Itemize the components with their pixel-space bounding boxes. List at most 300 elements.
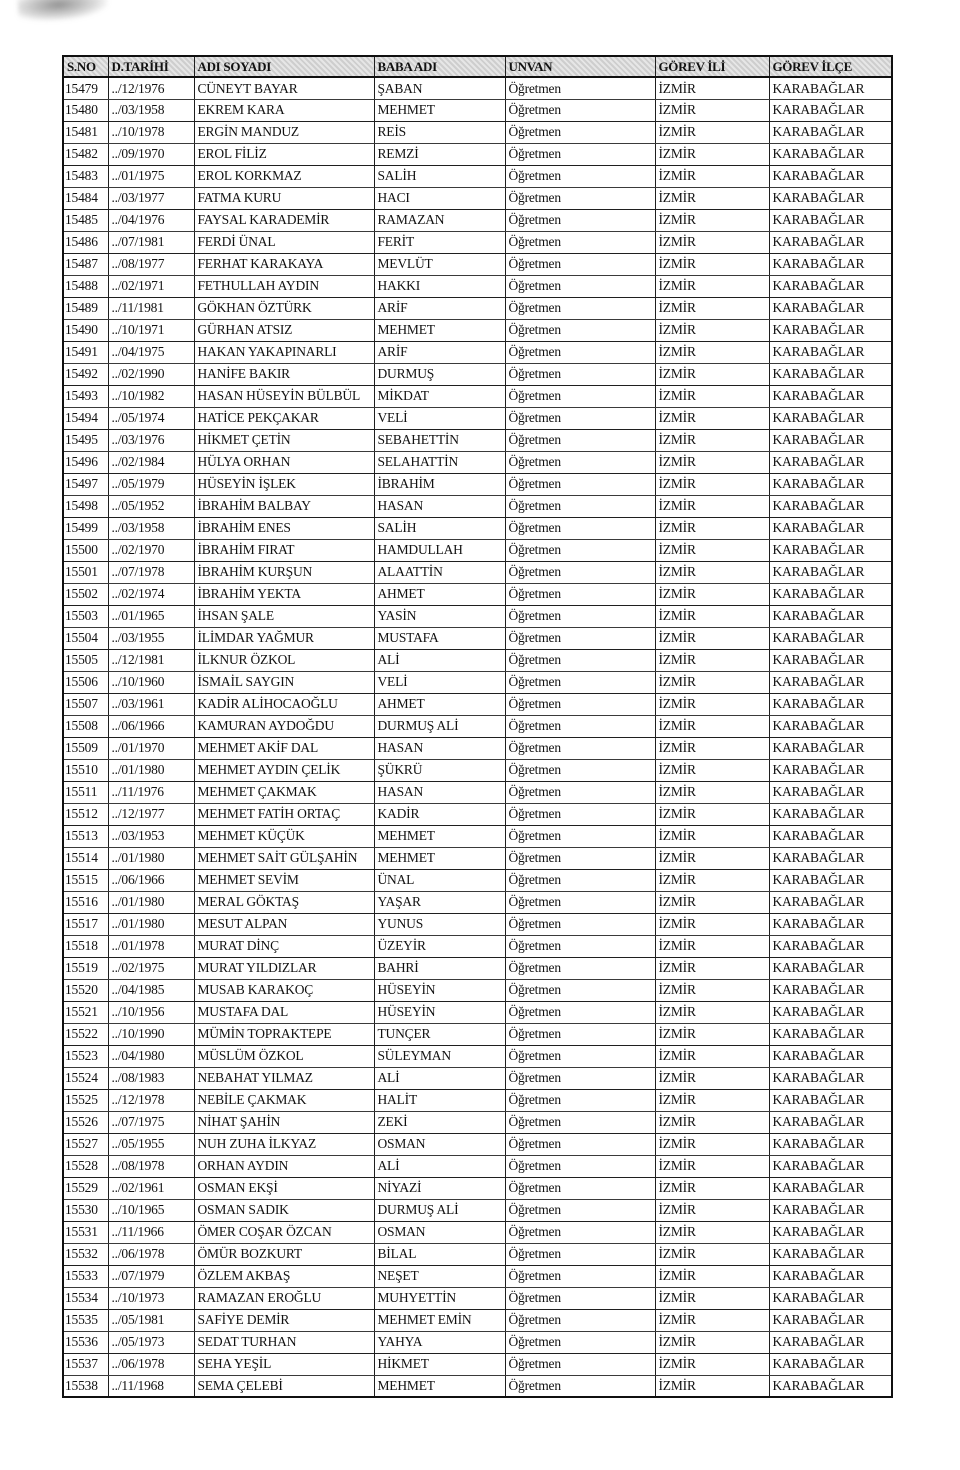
cell-s-no: 15538: [63, 1375, 108, 1397]
cell-gorev-ilce: KARABAĞLAR: [769, 1199, 892, 1221]
cell-s-no: 15519: [63, 957, 108, 979]
cell-s-no: 15532: [63, 1243, 108, 1265]
table-row: [63, 583, 892, 605]
cell-d-tarihi: ../09/1970: [108, 143, 194, 165]
cell-d-tarihi: ../01/1978: [108, 935, 194, 957]
table-row: [63, 1331, 892, 1353]
table-header-row: [63, 56, 892, 77]
table-row: [63, 495, 892, 517]
cell-d-tarihi: ../05/1974: [108, 407, 194, 429]
cell-baba-adi: OSMAN: [374, 1133, 505, 1155]
cell-unvan: Öğretmen: [505, 1023, 655, 1045]
cell-baba-adi: REMZİ: [374, 143, 505, 165]
cell-gorev-ili: İZMİR: [655, 781, 769, 803]
cell-unvan: Öğretmen: [505, 1375, 655, 1397]
cell-gorev-ilce: KARABAĞLAR: [769, 1265, 892, 1287]
cell-gorev-ili: İZMİR: [655, 1155, 769, 1177]
cell-unvan: Öğretmen: [505, 1001, 655, 1023]
cell-baba-adi: MEHMET: [374, 99, 505, 121]
cell-s-no: 15518: [63, 935, 108, 957]
cell-gorev-ili: İZMİR: [655, 275, 769, 297]
cell-gorev-ilce: KARABAĞLAR: [769, 231, 892, 253]
cell-d-tarihi: ../10/1978: [108, 121, 194, 143]
cell-adi-soyadi: CÜNEYT BAYAR: [194, 77, 374, 99]
cell-s-no: 15534: [63, 1287, 108, 1309]
personnel-table: [62, 55, 893, 1398]
cell-adi-soyadi: SEHA YEŞİL: [194, 1353, 374, 1375]
cell-d-tarihi: ../10/1965: [108, 1199, 194, 1221]
table-row: [63, 429, 892, 451]
cell-s-no: 15521: [63, 1001, 108, 1023]
table-row: [63, 891, 892, 913]
cell-gorev-ilce: KARABAĞLAR: [769, 979, 892, 1001]
cell-gorev-ili: İZMİR: [655, 979, 769, 1001]
col-header-d-tarihi: D.TARİHİ: [108, 56, 194, 77]
cell-s-no: 15516: [63, 891, 108, 913]
table-row: [63, 715, 892, 737]
cell-gorev-ilce: KARABAĞLAR: [769, 473, 892, 495]
cell-s-no: 15495: [63, 429, 108, 451]
cell-baba-adi: İBRAHİM: [374, 473, 505, 495]
cell-gorev-ili: İZMİR: [655, 165, 769, 187]
cell-d-tarihi: ../05/1979: [108, 473, 194, 495]
cell-gorev-ilce: KARABAĞLAR: [769, 715, 892, 737]
cell-gorev-ilce: KARABAĞLAR: [769, 1353, 892, 1375]
cell-unvan: Öğretmen: [505, 1287, 655, 1309]
cell-unvan: Öğretmen: [505, 297, 655, 319]
cell-d-tarihi: ../10/1971: [108, 319, 194, 341]
cell-adi-soyadi: MEHMET SEVİM: [194, 869, 374, 891]
cell-gorev-ilce: KARABAĞLAR: [769, 1331, 892, 1353]
cell-baba-adi: DURMUŞ ALİ: [374, 1199, 505, 1221]
cell-gorev-ilce: KARABAĞLAR: [769, 495, 892, 517]
table-row: [63, 1155, 892, 1177]
cell-d-tarihi: ../01/1970: [108, 737, 194, 759]
cell-d-tarihi: ../08/1977: [108, 253, 194, 275]
cell-unvan: Öğretmen: [505, 1067, 655, 1089]
cell-gorev-ili: İZMİR: [655, 825, 769, 847]
cell-adi-soyadi: HASAN HÜSEYİN BÜLBÜL: [194, 385, 374, 407]
cell-gorev-ilce: KARABAĞLAR: [769, 781, 892, 803]
table-row: [63, 1265, 892, 1287]
cell-baba-adi: SALİH: [374, 517, 505, 539]
cell-adi-soyadi: MURAT DİNÇ: [194, 935, 374, 957]
cell-adi-soyadi: GÜRHAN ATSIZ: [194, 319, 374, 341]
cell-gorev-ilce: KARABAĞLAR: [769, 1309, 892, 1331]
cell-s-no: 15533: [63, 1265, 108, 1287]
cell-s-no: 15500: [63, 539, 108, 561]
cell-baba-adi: ARİF: [374, 297, 505, 319]
table-row: [63, 737, 892, 759]
cell-s-no: 15494: [63, 407, 108, 429]
cell-d-tarihi: ../10/1982: [108, 385, 194, 407]
cell-adi-soyadi: SAFİYE DEMİR: [194, 1309, 374, 1331]
cell-baba-adi: KADİR: [374, 803, 505, 825]
cell-baba-adi: NİYAZİ: [374, 1177, 505, 1199]
cell-adi-soyadi: MUSAB KARAKOÇ: [194, 979, 374, 1001]
cell-gorev-ili: İZMİR: [655, 1067, 769, 1089]
cell-adi-soyadi: RAMAZAN EROĞLU: [194, 1287, 374, 1309]
cell-d-tarihi: ../10/1990: [108, 1023, 194, 1045]
cell-unvan: Öğretmen: [505, 1199, 655, 1221]
cell-s-no: 15479: [63, 77, 108, 99]
cell-s-no: 15520: [63, 979, 108, 1001]
cell-gorev-ili: İZMİR: [655, 253, 769, 275]
cell-unvan: Öğretmen: [505, 209, 655, 231]
cell-d-tarihi: ../02/1975: [108, 957, 194, 979]
cell-d-tarihi: ../02/1974: [108, 583, 194, 605]
cell-baba-adi: BİLAL: [374, 1243, 505, 1265]
cell-d-tarihi: ../03/1961: [108, 693, 194, 715]
cell-adi-soyadi: EROL FİLİZ: [194, 143, 374, 165]
cell-s-no: 15513: [63, 825, 108, 847]
cell-d-tarihi: ../12/1977: [108, 803, 194, 825]
cell-baba-adi: MEHMET EMİN: [374, 1309, 505, 1331]
cell-s-no: 15480: [63, 99, 108, 121]
cell-gorev-ili: İZMİR: [655, 187, 769, 209]
cell-adi-soyadi: HÜLYA ORHAN: [194, 451, 374, 473]
cell-gorev-ilce: KARABAĞLAR: [769, 1221, 892, 1243]
cell-baba-adi: YASİN: [374, 605, 505, 627]
cell-baba-adi: VELİ: [374, 671, 505, 693]
table-row: [63, 561, 892, 583]
table-row: [63, 77, 892, 99]
cell-adi-soyadi: ÖZLEM AKBAŞ: [194, 1265, 374, 1287]
cell-unvan: Öğretmen: [505, 869, 655, 891]
cell-adi-soyadi: SEMA ÇELEBİ: [194, 1375, 374, 1397]
cell-unvan: Öğretmen: [505, 759, 655, 781]
table-row: [63, 1045, 892, 1067]
cell-gorev-ili: İZMİR: [655, 715, 769, 737]
table-row: [63, 1111, 892, 1133]
cell-d-tarihi: ../01/1980: [108, 891, 194, 913]
table-row: [63, 341, 892, 363]
cell-d-tarihi: ../01/1965: [108, 605, 194, 627]
cell-baba-adi: SEBAHETTİN: [374, 429, 505, 451]
table-row: [63, 869, 892, 891]
cell-gorev-ilce: KARABAĞLAR: [769, 165, 892, 187]
cell-gorev-ili: İZMİR: [655, 693, 769, 715]
cell-unvan: Öğretmen: [505, 715, 655, 737]
table-row: [63, 1133, 892, 1155]
cell-gorev-ili: İZMİR: [655, 759, 769, 781]
cell-adi-soyadi: MÜMİN TOPRAKTEPE: [194, 1023, 374, 1045]
cell-unvan: Öğretmen: [505, 1133, 655, 1155]
cell-unvan: Öğretmen: [505, 187, 655, 209]
cell-gorev-ili: İZMİR: [655, 847, 769, 869]
cell-baba-adi: YUNUS: [374, 913, 505, 935]
cell-d-tarihi: ../10/1956: [108, 1001, 194, 1023]
cell-baba-adi: HALİT: [374, 1089, 505, 1111]
cell-adi-soyadi: HANİFE BAKIR: [194, 363, 374, 385]
cell-d-tarihi: ../12/1976: [108, 77, 194, 99]
cell-baba-adi: ALİ: [374, 649, 505, 671]
cell-d-tarihi: ../06/1966: [108, 869, 194, 891]
cell-gorev-ili: İZMİR: [655, 121, 769, 143]
table-row: [63, 1177, 892, 1199]
table-row: [63, 979, 892, 1001]
cell-unvan: Öğretmen: [505, 451, 655, 473]
cell-adi-soyadi: MEHMET ÇAKMAK: [194, 781, 374, 803]
cell-gorev-ilce: KARABAĞLAR: [769, 517, 892, 539]
cell-adi-soyadi: GÖKHAN ÖZTÜRK: [194, 297, 374, 319]
table-row: [63, 649, 892, 671]
cell-adi-soyadi: HİKMET ÇETİN: [194, 429, 374, 451]
cell-s-no: 15482: [63, 143, 108, 165]
cell-s-no: 15483: [63, 165, 108, 187]
cell-s-no: 15515: [63, 869, 108, 891]
cell-gorev-ilce: KARABAĞLAR: [769, 385, 892, 407]
cell-d-tarihi: ../04/1985: [108, 979, 194, 1001]
cell-gorev-ilce: KARABAĞLAR: [769, 363, 892, 385]
cell-gorev-ilce: KARABAĞLAR: [769, 671, 892, 693]
cell-adi-soyadi: ERGİN MANDUZ: [194, 121, 374, 143]
cell-gorev-ili: İZMİR: [655, 1287, 769, 1309]
cell-unvan: Öğretmen: [505, 891, 655, 913]
cell-baba-adi: HÜSEYİN: [374, 979, 505, 1001]
cell-adi-soyadi: KAMURAN AYDOĞDU: [194, 715, 374, 737]
cell-gorev-ili: İZMİR: [655, 935, 769, 957]
cell-gorev-ili: İZMİR: [655, 1177, 769, 1199]
cell-unvan: Öğretmen: [505, 517, 655, 539]
cell-gorev-ilce: KARABAĞLAR: [769, 649, 892, 671]
cell-unvan: Öğretmen: [505, 385, 655, 407]
cell-baba-adi: SALİH: [374, 165, 505, 187]
cell-baba-adi: DURMUŞ: [374, 363, 505, 385]
cell-d-tarihi: ../11/1968: [108, 1375, 194, 1397]
cell-unvan: Öğretmen: [505, 1243, 655, 1265]
cell-baba-adi: ALİ: [374, 1155, 505, 1177]
cell-gorev-ili: İZMİR: [655, 451, 769, 473]
cell-gorev-ilce: KARABAĞLAR: [769, 913, 892, 935]
cell-gorev-ili: İZMİR: [655, 583, 769, 605]
table-row: [63, 1067, 892, 1089]
cell-gorev-ilce: KARABAĞLAR: [769, 1155, 892, 1177]
table-row: [63, 957, 892, 979]
cell-s-no: 15496: [63, 451, 108, 473]
cell-d-tarihi: ../04/1976: [108, 209, 194, 231]
col-header-adi-soyadi: ADI SOYADI: [194, 56, 374, 77]
cell-s-no: 15504: [63, 627, 108, 649]
cell-adi-soyadi: NEBAHAT YILMAZ: [194, 1067, 374, 1089]
cell-gorev-ilce: KARABAĞLAR: [769, 341, 892, 363]
cell-unvan: Öğretmen: [505, 913, 655, 935]
table-header: [63, 56, 892, 77]
cell-d-tarihi: ../06/1978: [108, 1353, 194, 1375]
cell-gorev-ili: İZMİR: [655, 1265, 769, 1287]
cell-d-tarihi: ../10/1973: [108, 1287, 194, 1309]
cell-unvan: Öğretmen: [505, 1045, 655, 1067]
cell-unvan: Öğretmen: [505, 1177, 655, 1199]
cell-d-tarihi: ../04/1975: [108, 341, 194, 363]
table-row: [63, 605, 892, 627]
table-row: [63, 1287, 892, 1309]
cell-s-no: 15490: [63, 319, 108, 341]
cell-baba-adi: DURMUŞ ALİ: [374, 715, 505, 737]
cell-gorev-ilce: KARABAĞLAR: [769, 319, 892, 341]
cell-baba-adi: YAŞAR: [374, 891, 505, 913]
table-row: [63, 297, 892, 319]
cell-unvan: Öğretmen: [505, 495, 655, 517]
cell-unvan: Öğretmen: [505, 363, 655, 385]
cell-d-tarihi: ../01/1980: [108, 759, 194, 781]
cell-adi-soyadi: NEBİLE ÇAKMAK: [194, 1089, 374, 1111]
cell-unvan: Öğretmen: [505, 1309, 655, 1331]
cell-gorev-ilce: KARABAĞLAR: [769, 869, 892, 891]
cell-unvan: Öğretmen: [505, 649, 655, 671]
cell-gorev-ilce: KARABAĞLAR: [769, 605, 892, 627]
cell-baba-adi: ZEKİ: [374, 1111, 505, 1133]
cell-s-no: 15529: [63, 1177, 108, 1199]
col-header-unvan: UNVAN: [505, 56, 655, 77]
cell-adi-soyadi: İHSAN ŞALE: [194, 605, 374, 627]
cell-gorev-ilce: KARABAĞLAR: [769, 121, 892, 143]
cell-d-tarihi: ../07/1975: [108, 1111, 194, 1133]
table-row: [63, 847, 892, 869]
cell-baba-adi: HİKMET: [374, 1353, 505, 1375]
cell-baba-adi: ALİ: [374, 1067, 505, 1089]
cell-gorev-ilce: KARABAĞLAR: [769, 209, 892, 231]
cell-baba-adi: ÜZEYİR: [374, 935, 505, 957]
cell-s-no: 15510: [63, 759, 108, 781]
cell-s-no: 15484: [63, 187, 108, 209]
cell-s-no: 15491: [63, 341, 108, 363]
cell-gorev-ili: İZMİR: [655, 1045, 769, 1067]
cell-gorev-ili: İZMİR: [655, 539, 769, 561]
cell-adi-soyadi: EROL KORKMAZ: [194, 165, 374, 187]
cell-unvan: Öğretmen: [505, 407, 655, 429]
table-row: [63, 1353, 892, 1375]
cell-s-no: 15511: [63, 781, 108, 803]
cell-s-no: 15509: [63, 737, 108, 759]
cell-unvan: Öğretmen: [505, 847, 655, 869]
cell-baba-adi: HÜSEYİN: [374, 1001, 505, 1023]
cell-unvan: Öğretmen: [505, 605, 655, 627]
cell-gorev-ilce: KARABAĞLAR: [769, 1045, 892, 1067]
cell-d-tarihi: ../03/1958: [108, 99, 194, 121]
cell-baba-adi: MUSTAFA: [374, 627, 505, 649]
cell-unvan: Öğretmen: [505, 319, 655, 341]
cell-adi-soyadi: MESUT ALPAN: [194, 913, 374, 935]
cell-gorev-ilce: KARABAĞLAR: [769, 187, 892, 209]
cell-adi-soyadi: OSMAN SADIK: [194, 1199, 374, 1221]
table-row: [63, 385, 892, 407]
cell-d-tarihi: ../03/1955: [108, 627, 194, 649]
cell-s-no: 15499: [63, 517, 108, 539]
cell-gorev-ilce: KARABAĞLAR: [769, 429, 892, 451]
table-row: [63, 407, 892, 429]
cell-s-no: 15506: [63, 671, 108, 693]
cell-baba-adi: MEHMET: [374, 847, 505, 869]
cell-adi-soyadi: MURAT YILDIZLAR: [194, 957, 374, 979]
cell-s-no: 15517: [63, 913, 108, 935]
cell-d-tarihi: ../06/1978: [108, 1243, 194, 1265]
cell-baba-adi: SÜLEYMAN: [374, 1045, 505, 1067]
cell-s-no: 15505: [63, 649, 108, 671]
cell-gorev-ilce: KARABAĞLAR: [769, 693, 892, 715]
cell-adi-soyadi: İSMAİL SAYGIN: [194, 671, 374, 693]
table-row: [63, 1089, 892, 1111]
cell-gorev-ili: İZMİR: [655, 473, 769, 495]
cell-gorev-ili: İZMİR: [655, 803, 769, 825]
table-row: [63, 803, 892, 825]
cell-s-no: 15507: [63, 693, 108, 715]
table-row: [63, 935, 892, 957]
cell-baba-adi: HASAN: [374, 781, 505, 803]
cell-baba-adi: MİKDAT: [374, 385, 505, 407]
cell-baba-adi: HACI: [374, 187, 505, 209]
cell-baba-adi: RAMAZAN: [374, 209, 505, 231]
table-row: [63, 231, 892, 253]
cell-gorev-ili: İZMİR: [655, 627, 769, 649]
cell-gorev-ilce: KARABAĞLAR: [769, 1111, 892, 1133]
table-row: [63, 473, 892, 495]
cell-unvan: Öğretmen: [505, 1265, 655, 1287]
cell-s-no: 15488: [63, 275, 108, 297]
cell-gorev-ili: İZMİR: [655, 99, 769, 121]
cell-s-no: 15523: [63, 1045, 108, 1067]
cell-d-tarihi: ../11/1966: [108, 1221, 194, 1243]
cell-baba-adi: ŞABAN: [374, 77, 505, 99]
cell-adi-soyadi: MERAL GÖKTAŞ: [194, 891, 374, 913]
cell-s-no: 15497: [63, 473, 108, 495]
table-row: [63, 165, 892, 187]
cell-baba-adi: NEŞET: [374, 1265, 505, 1287]
table-row: [63, 1001, 892, 1023]
cell-gorev-ilce: KARABAĞLAR: [769, 1133, 892, 1155]
cell-gorev-ilce: KARABAĞLAR: [769, 847, 892, 869]
cell-gorev-ili: İZMİR: [655, 649, 769, 671]
col-header-gorev-ilce: GÖREV İLÇE: [769, 56, 892, 77]
cell-gorev-ilce: KARABAĞLAR: [769, 957, 892, 979]
cell-gorev-ili: İZMİR: [655, 319, 769, 341]
cell-unvan: Öğretmen: [505, 253, 655, 275]
cell-d-tarihi: ../08/1978: [108, 1155, 194, 1177]
cell-s-no: 15502: [63, 583, 108, 605]
cell-gorev-ilce: KARABAĞLAR: [769, 583, 892, 605]
cell-baba-adi: BAHRİ: [374, 957, 505, 979]
table-row: [63, 671, 892, 693]
cell-baba-adi: MEHMET: [374, 319, 505, 341]
cell-adi-soyadi: İLKNUR ÖZKOL: [194, 649, 374, 671]
cell-s-no: 15487: [63, 253, 108, 275]
cell-unvan: Öğretmen: [505, 737, 655, 759]
cell-baba-adi: AHMET: [374, 583, 505, 605]
cell-gorev-ili: İZMİR: [655, 869, 769, 891]
cell-gorev-ilce: KARABAĞLAR: [769, 825, 892, 847]
cell-unvan: Öğretmen: [505, 803, 655, 825]
cell-unvan: Öğretmen: [505, 1155, 655, 1177]
cell-d-tarihi: ../03/1976: [108, 429, 194, 451]
table-row: [63, 517, 892, 539]
cell-s-no: 15526: [63, 1111, 108, 1133]
cell-gorev-ilce: KARABAĞLAR: [769, 253, 892, 275]
cell-unvan: Öğretmen: [505, 693, 655, 715]
table-row: [63, 187, 892, 209]
cell-d-tarihi: ../05/1955: [108, 1133, 194, 1155]
cell-unvan: Öğretmen: [505, 473, 655, 495]
cell-s-no: 15501: [63, 561, 108, 583]
cell-gorev-ili: İZMİR: [655, 605, 769, 627]
table-row: [63, 1375, 892, 1397]
cell-d-tarihi: ../02/1990: [108, 363, 194, 385]
cell-gorev-ilce: KARABAĞLAR: [769, 737, 892, 759]
cell-unvan: Öğretmen: [505, 143, 655, 165]
cell-adi-soyadi: NİHAT ŞAHİN: [194, 1111, 374, 1133]
table-row: [63, 627, 892, 649]
cell-adi-soyadi: İBRAHİM KURŞUN: [194, 561, 374, 583]
cell-baba-adi: ŞÜKRÜ: [374, 759, 505, 781]
